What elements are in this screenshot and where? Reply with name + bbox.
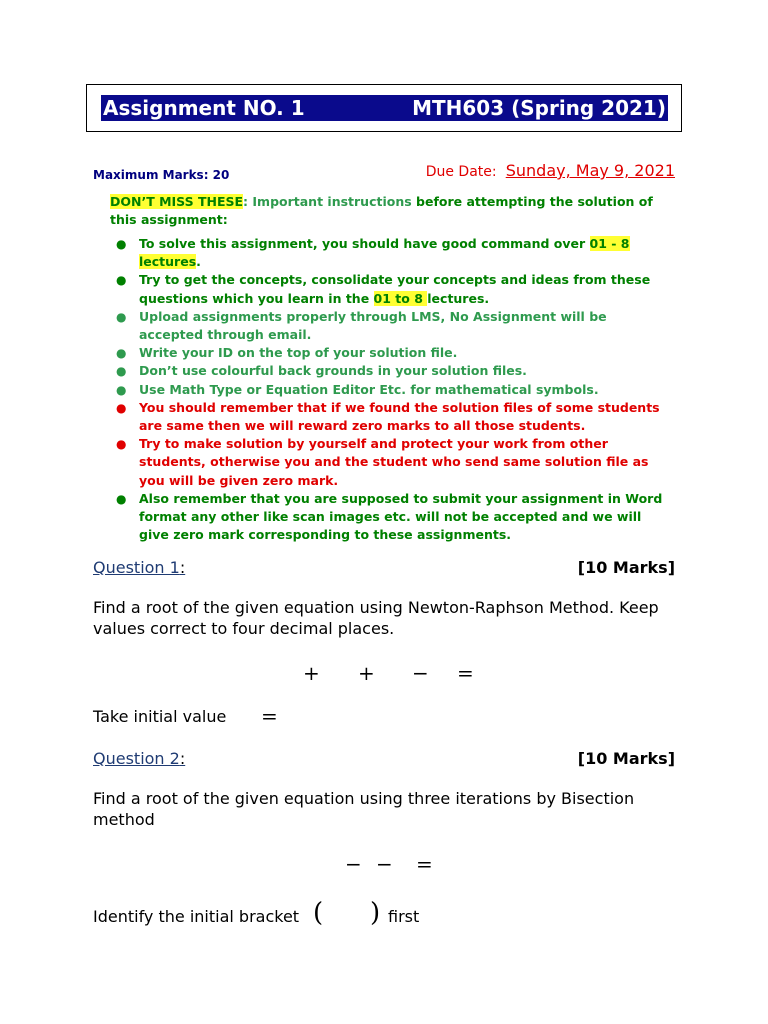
question-2-header [93,749,675,771]
q2-equation-minus-1: − [345,852,362,876]
q2-equation-minus-2: − [376,852,393,876]
q2-equation-equals: = [416,852,433,876]
instruction-text: Upload assignments properly through LMS, No Assignment will be accepted through email. [139,308,607,343]
question-1-title-text: Question 1 [93,558,180,577]
question-1-text: Find a root of the given equation using Newton-Raphson Method. Keep values correct to four decimal places. [93,598,659,638]
instruction-text: Don’t use colourful back grounds in your solution files. [139,363,527,379]
bullet-icon: ● [116,237,127,251]
due-date-label: Due Date: [425,164,497,180]
instruction-item [110,344,675,362]
instruction-text: Also remember that you are supposed to submit your assignment in Word format any other like scan images etc. will not be accepted and we will give zero mark corresponding to these assignments. [139,490,663,543]
bullet-icon: ● [116,382,127,397]
assignment-number: Assignment NO. 1 [103,96,305,120]
instruction-highlight: 01 - 8 lectures [139,236,630,270]
bullet-icon: ● [116,491,127,506]
instruction-text: You should remember that if we found the solution files of some students are same then we will reward zero marks to all those students. [139,399,660,434]
q1-initial-value-label: Take initial value [93,707,227,726]
q2-bracket-label: Identify the initial bracket [93,907,300,926]
instruction-text: Write your ID on the top of your solution file. [139,345,458,361]
instructions-list [110,235,675,544]
question-1-header [93,558,675,580]
bullet-icon: ● [116,364,127,379]
instructions-heading [110,193,670,229]
question-2-text: Find a root of the given equation using three iterations by Bisection method [93,789,635,829]
important-instructions-label: : Important instructions [243,194,412,209]
q2-bracket-close: ) [370,898,381,928]
instruction-text: Try to get the concepts, consolidate your concepts and ideas from these questions which you learn in the [139,272,651,306]
dont-miss-label: DON’T MISS THESE [110,194,244,209]
q1-equation-plus-2: + [358,661,375,685]
bullet-icon: ● [116,309,127,324]
question-2-title-text: Question 2 [93,749,180,768]
instruction-text-tail: . [196,254,201,270]
meta-row [93,160,675,188]
question-2-title [93,749,185,768]
q1-equation-minus: − [412,661,429,685]
instruction-item [110,362,675,380]
question-1-colon: : [179,558,186,577]
instruction-item [110,435,675,490]
bullet-icon: ● [116,437,127,452]
q1-equation-equals: = [457,661,474,685]
instruction-text: Try to make solution by yourself and protect your work from other students, otherwise you and the student who send same solution file as you will be given zero mark. [139,436,649,488]
q2-bracket-open: ( [313,898,324,928]
q1-initial-equals: = [261,704,278,728]
instruction-item [110,490,675,545]
instruction-item [110,381,675,399]
due-date-block [426,161,675,180]
instruction-item [110,399,675,435]
q2-bracket-line [93,906,673,927]
q1-initial-value-line [93,706,673,727]
instruction-text-tail: lectures. [427,290,490,306]
q2-bracket-suffix: first [388,907,420,926]
question-1-marks: [10 Marks] [577,558,675,577]
q1-equation-plus-1: + [303,661,320,685]
instruction-text: To solve this assignment, you should have good command over [139,236,590,251]
question-2-colon: : [179,749,186,768]
bullet-icon: ● [116,346,127,361]
due-date-value: Sunday, May 9, 2021 [505,161,675,180]
title-banner [101,95,668,121]
maximum-marks: Maximum Marks: 20 [93,168,230,182]
instruction-item [110,271,675,307]
question-1-title [93,558,185,577]
instruction-item [110,235,675,271]
bullet-icon: ● [116,273,127,288]
instruction-item [110,308,675,344]
instruction-text: Use Math Type or Equation Editor Etc. for mathematical symbols. [139,381,599,397]
course-code: MTH603 (Spring 2021) [412,96,666,120]
instructions-intro: before attempting the solution of this assignment: [110,194,653,227]
question-2-marks: [10 Marks] [577,749,675,768]
bullet-icon: ● [116,400,127,415]
instruction-highlight: 01 to 8 [373,290,428,306]
